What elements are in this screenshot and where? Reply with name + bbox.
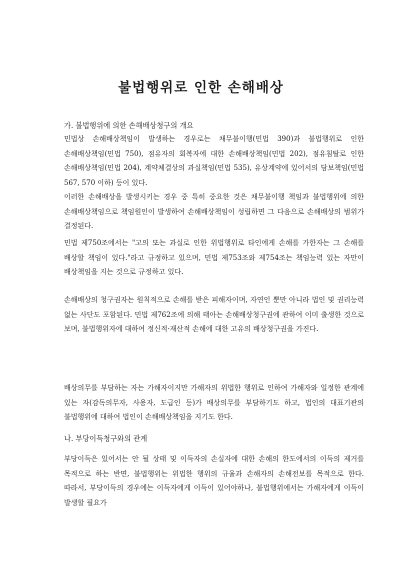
section-heading-overview: 가. 불법행위에 의한 손해배상청구의 개요 <box>64 121 194 130</box>
paragraph: 부당이득은 있어서는 안 될 상태 및 이득자의 손실자에 대한 손해의 한도에서의 이득의 제거를 목적으로 하는 반면, 불법행위는 위법한 행위의 규율과 손해자의 손해전보를 목적으로 한다. 따라서, 부당이득의 경우에는 이득자에게 이득이 있어야하나, 불법행위에서는 가해자에게 이득이 발생할 필요가 <box>64 455 364 507</box>
paragraph: 민법 제750조에서는 "고의 또는 과실로 인한 위법행위로 타인에게 손해를 가한자는 그 손해를 배상할 책임이 있다."라고 규정하고 있으며, 민법 제753조와 제754조는 책임능력 있는 자만이 배상책임을 지는 것으로 규정하고 있다. <box>64 239 364 277</box>
paragraph: 민법상 손해배상책임이 발생하는 경우로는 채무불이행(민법 390)과 불법행위로 인한 손해배상책임(민법 750), 점유자의 회복자에 대한 손해배상책임(민법 202), 점유침탈로 인한 손해배상책임(민법 204), 계약체결상의 과실책임(민법 535), 유상계약에 있어서의 담보책임(민법 567, 570 이하) 등이 있다. <box>64 135 364 187</box>
paragraph: 손해배상의 청구권자는 원칙적으로 손해를 받은 피해자이며, 자연인 뿐만 아니라 법인 및 권리능력 없는 사단도 포함된다. 민법 제762조에 의해 태아는 손해배상청구권에 관하여 이미 출생한 것으로 보며, 불법행위자에 대하여 정신적·재산적 손해에 대한 고유의 배상청구권을 가진다. <box>64 296 364 334</box>
document-title: 불법행위로 인한 손해배상 <box>118 80 284 96</box>
paragraph: 배상의무를 부담하는 자는 가해자이지만 가해자의 위법한 행위로 인하여 가해자와 일정한 관계에 있는 자(감독의무자, 사용자, 도급인 등)가 배상의무를 부담하기도 하고, 법인의 대표기관의 불법행위에 대하여 법인이 손해배상책임을 지기도 한다. <box>64 384 364 422</box>
section-heading-unjust-enrichment: 나. 부당이득청구와의 관계 <box>64 434 148 443</box>
paragraph: 이러한 손해배상을 발생시키는 경우 중 특히 중요한 것은 채무불이행 책임과 불법행위에 의한 손해배상책임으로 책임원인이 발생하여 손해배상책임이 성립하면 그 다음으로 손해배상의 범위가 결정된다. <box>64 193 364 231</box>
